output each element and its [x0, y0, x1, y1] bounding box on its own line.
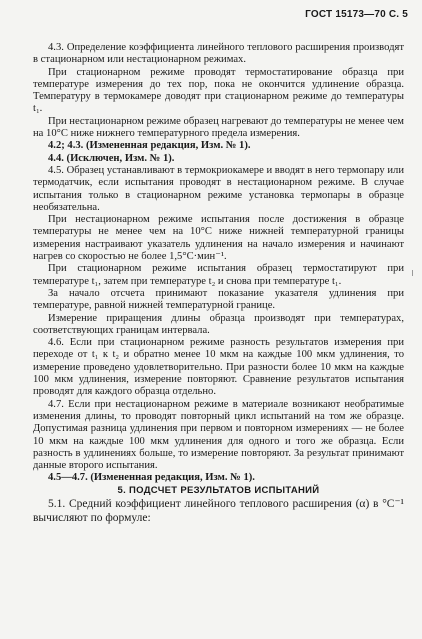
paragraph-4-3: 4.3. Определение коэффициента линейного теплового расширения производят в стационарном или нестационарном режимах. [33, 42, 404, 66]
paragraph-reference: За начало отсчета принимают показание указателя удлинения при температуре, равной нижней температурной границе. [33, 287, 404, 312]
paragraph-thermostat: При стационарном режиме испытания образец термостатируют при температуре t₁, затем при температуре t₂ и снова при температуре t₁. [33, 263, 404, 287]
paragraph-5-1: 5.1. Средний коэффициент линейного теплового расширения (α) в °С⁻¹ вычисляют по формуле: [33, 497, 404, 524]
page-header: ГОСТ 15173—70 С. 5 [305, 9, 408, 20]
paragraph-heating: При нестационарном режиме испытания после достижения в образце температуры не менее чем на 10°С ниже нижней температурной границы измерения настраивают указатель удлинения на начало измерения и начинают нагрев со скоростью не более 1,5°С·мин⁻¹. [33, 214, 404, 263]
amendment-note-4-5: 4.5—4.7. (Измененная редакция, Изм. № 1). [48, 472, 255, 484]
margin-mark [412, 270, 413, 276]
document-body [33, 42, 404, 525]
paragraph-4-7: 4.7. Если при нестационарном режиме в материале возникают необратимые изменения длины, то проводят повторный цикл испытаний на том же образце. Допустимая разница удлинения при первом и повторном измерениях — не более 10 мкм на каждые 100 мкм удлинения для одного и того же образца. Если разность в удлинениях больше, то измерение повторяют. За результат принимают данные второго испытания. [33, 398, 404, 472]
paragraph-nonstationary: При нестационарном режиме образец нагревают до температуры не менее чем на 10°С ниже нижнего температурного предела измерения. [33, 115, 404, 140]
paragraph-stationary: При стационарном режиме проводят термостатирование образца при температуре измерения до тех пор, пока не окончится удлинение образца. Температуру в термокамере доводят при стационарном режиме до температуры t₁. [33, 66, 404, 115]
paragraph-measurement: Измерение приращения длины образца производят при температурах, соответствующих границам интервала. [33, 312, 404, 336]
paragraph-4-5: 4.5. Образец устанавливают в термокриокамере и вводят в него термопару или термодатчик, если испытания проводят в нестационарном режиме. В случае испытания только в стационарном режиме установка термопары в образце необязательна. [33, 164, 404, 213]
section-title: 5. ПОДСЧЕТ РЕЗУЛЬТАТОВ ИСПЫТАНИЙ [117, 484, 320, 496]
paragraph-4-6: 4.6. Если при стационарном режиме разность результатов измерения при переходе от t₁ к t₂ и обратно менее 10 мкм на каждые 100 мкм удлинения, то измерение проведено удовлетворительно. При разности более 10 мкм на каждые 100 мкм удлинения, измерение повторяют. Сравнение результатов испытания проводят для каждого образца отдельно. [33, 337, 404, 398]
excluded-note-4-4: 4.4. (Исключен, Изм. № 1). [48, 152, 175, 164]
amendment-note-4-2: 4.2; 4.3. (Измененная редакция, Изм. № 1). [48, 140, 251, 152]
